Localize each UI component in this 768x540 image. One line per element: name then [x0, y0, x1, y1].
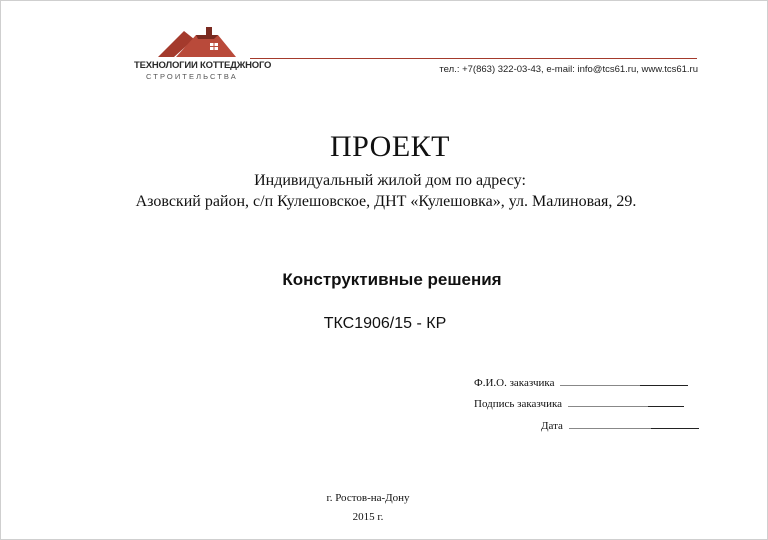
- date-line-end: [651, 418, 699, 429]
- header-contacts: тел.: +7(863) 322-03-43, e-mail: info@tcs61.ru, www.tcs61.ru: [439, 64, 698, 75]
- footer-city: г. Ростов-на-Дону: [326, 492, 410, 504]
- project-description-line1: Индивидуальный жилой дом по адресу:: [254, 172, 526, 189]
- logo-text-secondary: СТРОИТЕЛЬСТВА: [146, 72, 238, 81]
- date-label: Дата: [541, 420, 563, 432]
- footer-year: 2015 г.: [352, 511, 384, 523]
- logo-text-primary: ТЕХНОЛОГИИ КОТТЕДЖНОГО: [134, 60, 272, 71]
- customer-signature-line: [568, 396, 648, 407]
- date-line: [569, 418, 651, 429]
- customer-signature-line-end: [648, 396, 684, 407]
- document-code: ТКС1906/15 - КР: [323, 315, 447, 332]
- customer-name-label: Ф.И.О. заказчика: [474, 377, 555, 389]
- customer-signature-label: Подпись заказчика: [474, 398, 563, 410]
- company-logo: [134, 27, 272, 81]
- project-address: Азовский район, с/п Кулешовское, ДНТ «Кулешовка», ул. Малиновая, 29.: [135, 193, 637, 210]
- customer-name-row: [474, 375, 688, 389]
- section-title: Конструктивные решения: [282, 270, 502, 289]
- header-divider: [250, 58, 697, 59]
- date-row: [541, 418, 699, 432]
- customer-signature-row: [474, 396, 684, 410]
- document-title: ПРОЕКТ: [329, 130, 451, 163]
- customer-name-line-end: [640, 375, 688, 386]
- house-roof-icon: [154, 27, 238, 61]
- customer-name-line: [560, 375, 640, 386]
